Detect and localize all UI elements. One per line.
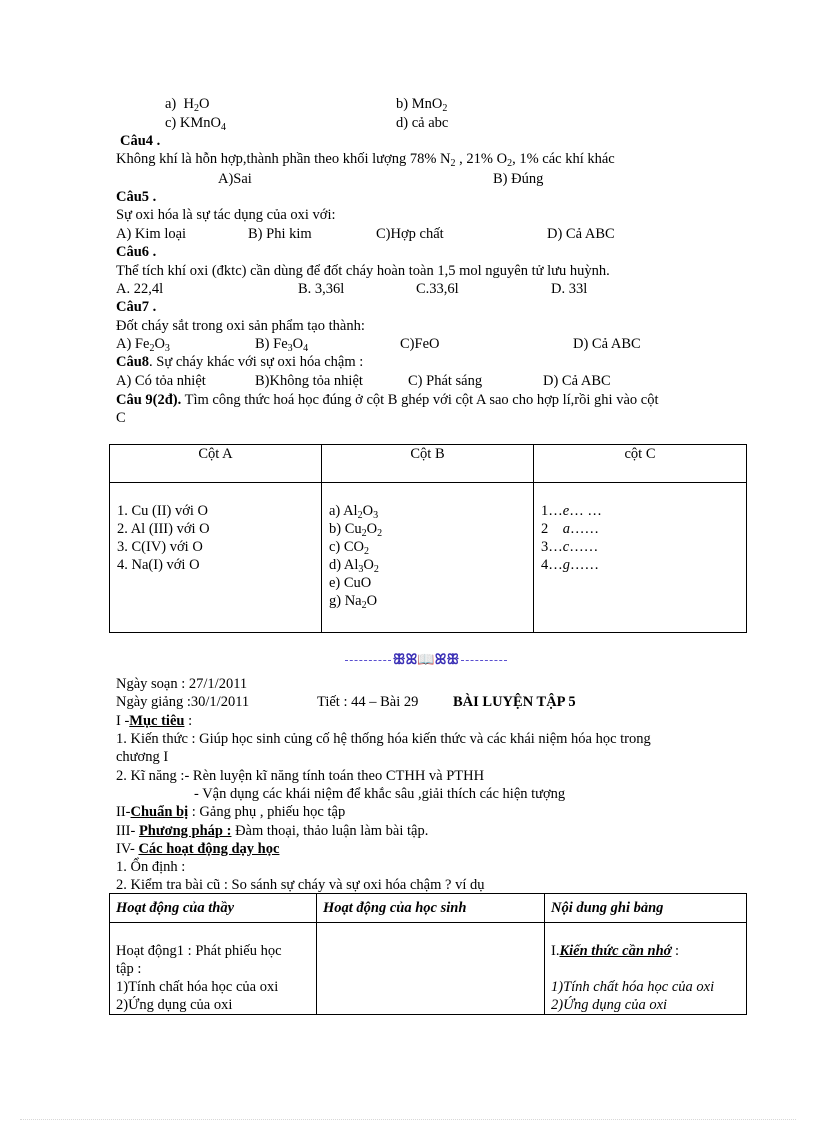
q6-option-d: D. 33l (551, 281, 588, 297)
board-heading: I.Kiến thức cần nhớ : (551, 943, 680, 959)
activity-table (109, 893, 747, 1015)
q7-option-c: C)FeO (400, 336, 440, 352)
q7-option-b: B) $Fe_3O_4$ (255, 336, 309, 354)
q3-option-d: d) cả abc (396, 115, 449, 131)
lesson-title: BÀI LUYỆN TẬP 5 (453, 694, 576, 710)
date-prepare: Ngày soạn : 27/1/2011 (116, 676, 248, 692)
q8-option-d: D) Cả ABC (543, 373, 611, 389)
objective-knowledge-cont: chương I (116, 749, 169, 765)
q6-option-b: B. 3,36l (298, 281, 345, 297)
q8-option-c: C) Phát sáng (408, 373, 483, 389)
col-a-item: 4. Na(I) với O (117, 557, 200, 573)
q4-option-b: B) Đúng (493, 171, 544, 187)
matching-table (109, 444, 747, 633)
header-col-a: Cột A (110, 445, 322, 483)
q5-title: Câu5 . (116, 189, 157, 205)
section-activities: IV- Các hoạt động dạy học (116, 841, 280, 857)
q9-question: Câu 9(2đ). Tìm công thức hoá học đúng ở cột B ghép với cột A sao cho hợp lí,rồi ghi vào cột (116, 392, 659, 408)
q7-option-d: D) Cả ABC (573, 336, 641, 352)
date-teach: Ngày giảng :30/1/2011 (116, 694, 250, 710)
board-line: 2)Ứng dụng của oxi (551, 997, 668, 1013)
q6-text: Thể tích khí oxi (đktc) cần dùng để đốt cháy hoàn toàn 1,5 mol nguyên tử lưu huỳnh. (116, 263, 610, 279)
col-b-item: a) $Al_2O_3$ (329, 503, 379, 521)
q7-title: Câu7 . (116, 299, 157, 315)
col-b-item: c) $CO_2$ (329, 539, 370, 557)
q6-title: Câu6 . (116, 244, 157, 260)
lesson-period: Tiết : 44 – Bài 29 (317, 694, 419, 710)
col-b-item: e) CuO (329, 575, 372, 591)
teacher-cell (110, 923, 317, 1015)
q7-option-a: A) $Fe_2O_3$ (116, 336, 170, 354)
teacher-line: Hoạt động1 : Phát phiếu học (116, 943, 282, 959)
q8-option-b: B)Không tỏa nhiệt (255, 373, 363, 389)
q7-text: Đốt cháy sắt trong oxi sản phẩm tạo thành: (116, 318, 365, 334)
header-student: Hoạt động của học sinh (317, 894, 545, 923)
board-line: 1)Tính chất hóa học của oxi (551, 979, 715, 995)
objective-skills-cont: - Vận dụng các khái niệm để khắc sâu ,giải thích các hiện tượng (194, 786, 566, 802)
col-b-item: d) $Al_3O_2$ (329, 557, 379, 575)
q5-option-b: B) Phi kim (248, 226, 312, 242)
page-bottom-rule (20, 1119, 796, 1120)
section-method: III- Phương pháp : Đàm thoại, thảo luận làm bài tập. (116, 823, 429, 839)
q5-text: Sự oxi hóa là sự tác dụng của oxi với: (116, 207, 336, 223)
q9-question-cont: C (116, 410, 126, 426)
col-a-item: 2. Al (III) với O (117, 521, 210, 537)
col-a-item: 3. C(IV) với O (117, 539, 203, 555)
q6-option-a: A. 22,4l (116, 281, 164, 297)
header-board: Nội dung ghi bảng (545, 894, 747, 923)
header-col-b: Cột B (322, 445, 534, 483)
col-c-cell (534, 483, 747, 633)
col-c-item: 4…g…… (541, 557, 599, 573)
col-b-item: b) $Cu_2O_2$ (329, 521, 383, 539)
teacher-line: 2)Ứng dụng của oxi (116, 997, 233, 1013)
col-b-cell (322, 483, 534, 633)
section-preparation: II-Chuẩn bị : Gảng phụ , phiếu học tập (116, 804, 346, 820)
col-c-item: 3…c…… (541, 539, 599, 555)
q5-option-d: D) Cả ABC (547, 226, 615, 242)
col-a-item: 1. Cu (II) với O (117, 503, 209, 519)
q6-option-c: C.33,6l (416, 281, 459, 297)
teacher-line: tập : (116, 961, 142, 977)
ornament-icon: ꕥꕤ📖ꕤꕥ (392, 653, 460, 668)
section-divider (326, 652, 526, 669)
col-b-item: g) $Na_2O$ (329, 593, 378, 611)
section-objectives: I -Mục tiêu : (116, 713, 193, 729)
objective-skills: 2. Kĩ năng :- Rèn luyện kĩ năng tính toán theo CTHH và PTHH (116, 768, 485, 784)
board-cell (545, 923, 747, 1015)
col-a-cell (110, 483, 322, 633)
q5-option-c: C)Hợp chất (376, 226, 444, 242)
step-stabilize: 1. Ổn định : (116, 859, 186, 875)
q4-text: Không khí là hỗn hợp,thành phần theo khối lượng 78% $N_2$ , 21% $O_2$, 1% các khí khác (116, 151, 615, 169)
q8-question: Câu8. Sự cháy khác với sự oxi hóa chậm : (116, 354, 364, 370)
objective-knowledge: 1. Kiến thức : Giúp học sinh củng cố hệ thống hóa kiến thức và các khái niệm hóa học trong (116, 731, 651, 747)
q3-option-c: c) KMnO$_4$ (165, 115, 226, 133)
teacher-line: 1)Tính chất hóa học của oxi (116, 979, 279, 995)
q4-title: Câu4 . (120, 133, 161, 149)
divider-dash-left (345, 660, 391, 661)
divider-dash-right (461, 660, 507, 661)
student-cell (317, 923, 545, 1015)
q4-option-a: A)Sai (218, 171, 252, 187)
q3-option-b: b) MnO$_2$ (396, 96, 448, 114)
col-c-item: 1…e… … (541, 503, 602, 519)
header-col-c: cột C (534, 445, 747, 483)
q5-option-a: A) Kim loại (116, 226, 187, 242)
col-c-item: 2 a…… (541, 521, 599, 537)
header-teacher: Hoạt động của thầy (110, 894, 317, 923)
q8-option-a: A) Có tỏa nhiệt (116, 373, 206, 389)
q3-option-a: a) $H_2O$ (165, 96, 210, 114)
step-review: 2. Kiểm tra bài cũ : So sánh sự cháy và sự oxi hóa chậm ? ví dụ (116, 877, 485, 893)
